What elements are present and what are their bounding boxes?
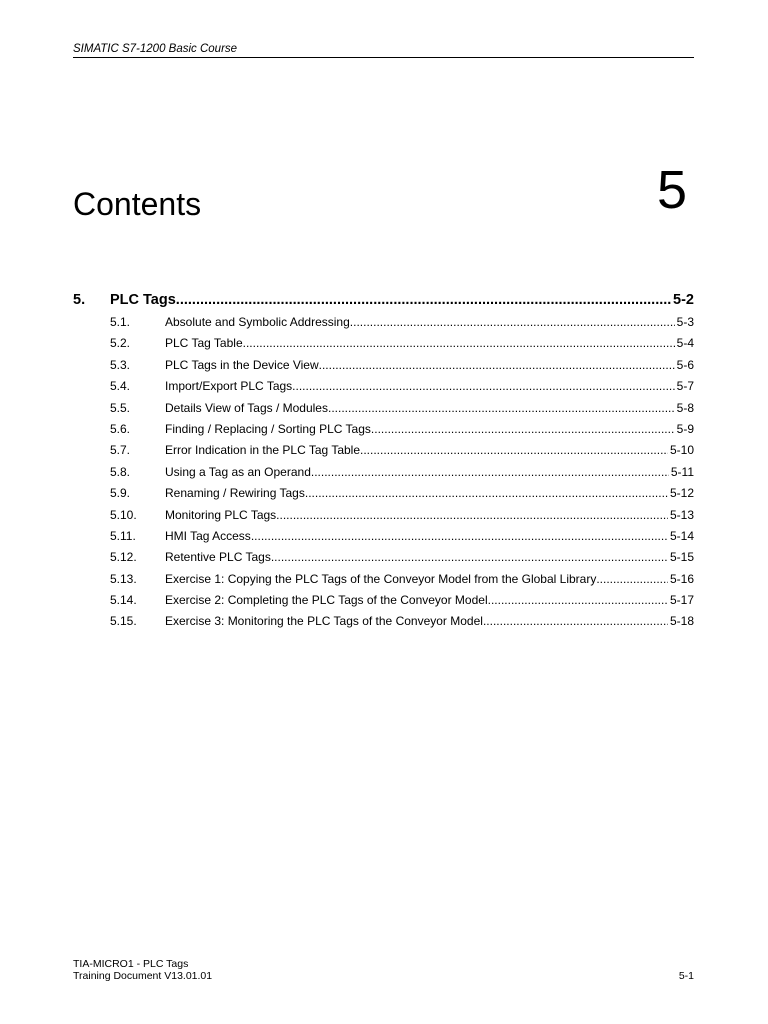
toc-entry[interactable] <box>73 376 694 397</box>
toc-entry-page: 5-14 <box>669 528 694 543</box>
contents-heading: Contents <box>73 186 202 222</box>
page-header <box>73 43 694 58</box>
toc-leader-dots <box>360 440 668 461</box>
toc-entry-page: 5-10 <box>669 443 694 458</box>
toc-entry-number: 5.6. <box>110 421 131 436</box>
toc-entry-title: PLC Tag Table <box>165 336 243 351</box>
footer-course-code: TIA-MICRO1 - PLC Tags <box>73 958 189 970</box>
toc-entry-number: 5.11. <box>110 528 136 543</box>
toc-entry-page: 5-4 <box>676 336 694 351</box>
toc-entry-number: 5.9. <box>110 486 131 501</box>
toc-entry-page: 5-11 <box>670 464 694 479</box>
toc-entry[interactable] <box>73 398 694 419</box>
toc-leader-dots <box>350 312 675 333</box>
toc-entry-number: 5.10. <box>110 507 137 522</box>
toc-entry[interactable] <box>73 312 694 333</box>
toc-entry-page: 5-17 <box>669 593 694 608</box>
toc-entry-title: Import/Export PLC Tags <box>165 379 293 394</box>
toc-entry[interactable] <box>73 611 694 632</box>
toc-entry-number: 5.15. <box>110 614 137 629</box>
page-footer <box>73 958 694 982</box>
toc-entry-title: Monitoring PLC Tags <box>165 507 277 522</box>
toc-entry-number: 5.3. <box>110 357 131 372</box>
toc-leader-dots <box>483 611 668 632</box>
toc-leader-dots <box>328 398 675 419</box>
toc-entry-number: 5.5. <box>110 400 131 415</box>
toc-entry-page: 5-9 <box>676 421 694 436</box>
toc-entry[interactable] <box>73 547 694 568</box>
toc-entry[interactable] <box>73 355 694 376</box>
toc-entry-page: 5-7 <box>676 379 694 394</box>
toc-entry[interactable] <box>73 505 694 526</box>
toc-leader-dots <box>251 526 668 547</box>
toc-entry-title: Exercise 3: Monitoring the PLC Tags of the Conveyor Model <box>165 614 483 629</box>
toc-entry[interactable] <box>73 590 694 611</box>
footer-page-number: 5-1 <box>678 970 694 982</box>
toc-entry-page: 5-3 <box>676 315 694 329</box>
toc-entry[interactable] <box>73 333 694 354</box>
toc-chapter-number: 5. <box>73 292 86 308</box>
toc-section-list <box>73 312 694 633</box>
toc-leader-dots <box>243 333 675 354</box>
toc-entry-title: PLC Tags in the Device View <box>165 357 319 372</box>
toc-entry-page: 5-13 <box>669 507 694 522</box>
toc-entry[interactable] <box>73 440 694 461</box>
toc-leader-dots <box>271 547 668 568</box>
toc-entry-page: 5-12 <box>669 486 694 501</box>
toc-leader-dots <box>371 419 675 440</box>
toc-entry-title: Retentive PLC Tags <box>165 550 271 565</box>
footer-document-version: Training Document V13.01.01 <box>73 970 213 982</box>
toc-leader-dots <box>488 590 668 611</box>
toc-entry[interactable] <box>73 526 694 547</box>
table-of-contents <box>73 290 694 633</box>
toc-chapter-page: 5-2 <box>673 292 694 308</box>
toc-entry-number: 5.14. <box>110 593 137 608</box>
toc-leader-dots <box>276 505 668 526</box>
toc-entry-page: 5-18 <box>669 614 694 629</box>
toc-entry-number: 5.7. <box>110 443 131 458</box>
header-title: SIMATIC S7-1200 Basic Course <box>73 43 238 55</box>
toc-entry-title: Exercise 2: Completing the PLC Tags of the Conveyor Model <box>165 593 488 608</box>
toc-leader-dots <box>305 483 668 504</box>
toc-leader-dots <box>176 290 671 310</box>
toc-entry[interactable] <box>73 483 694 504</box>
toc-leader-dots <box>596 569 668 590</box>
toc-leader-dots <box>292 376 674 397</box>
chapter-number: 5 <box>656 160 687 220</box>
toc-entry-page: 5-16 <box>669 571 694 586</box>
toc-leader-dots <box>319 355 675 376</box>
toc-entry-title: Exercise 1: Copying the PLC Tags of the Conveyor Model from the Global Library <box>165 571 597 586</box>
toc-entry-title: Details View of Tags / Modules <box>165 400 328 415</box>
toc-leader-dots <box>311 462 669 483</box>
toc-entry-number: 5.12. <box>110 550 137 565</box>
toc-entry-page: 5-15 <box>669 550 694 565</box>
toc-entry-title: HMI Tag Access <box>165 528 251 543</box>
toc-entry-page: 5-6 <box>676 357 694 372</box>
toc-entry-title: Error Indication in the PLC Tag Table <box>165 443 361 458</box>
toc-entry-number: 5.2. <box>110 336 131 351</box>
toc-entry[interactable] <box>73 569 694 590</box>
toc-entry-title: Using a Tag as an Operand <box>165 464 311 479</box>
toc-entry-title: Renaming / Rewiring Tags <box>165 486 305 501</box>
toc-entry[interactable] <box>73 419 694 440</box>
toc-chapter-entry[interactable] <box>73 290 694 310</box>
toc-entry-number: 5.1. <box>110 315 131 329</box>
toc-entry-page: 5-8 <box>676 400 694 415</box>
toc-entry-title: Finding / Replacing / Sorting PLC Tags <box>165 421 371 436</box>
toc-entry-number: 5.8. <box>110 464 131 479</box>
toc-entry-number: 5.13. <box>110 571 137 586</box>
toc-chapter-title: PLC Tags <box>110 292 176 308</box>
toc-entry[interactable] <box>73 462 694 483</box>
toc-entry-number: 5.4. <box>110 379 131 394</box>
toc-entry-title: Absolute and Symbolic Addressing <box>165 315 350 329</box>
